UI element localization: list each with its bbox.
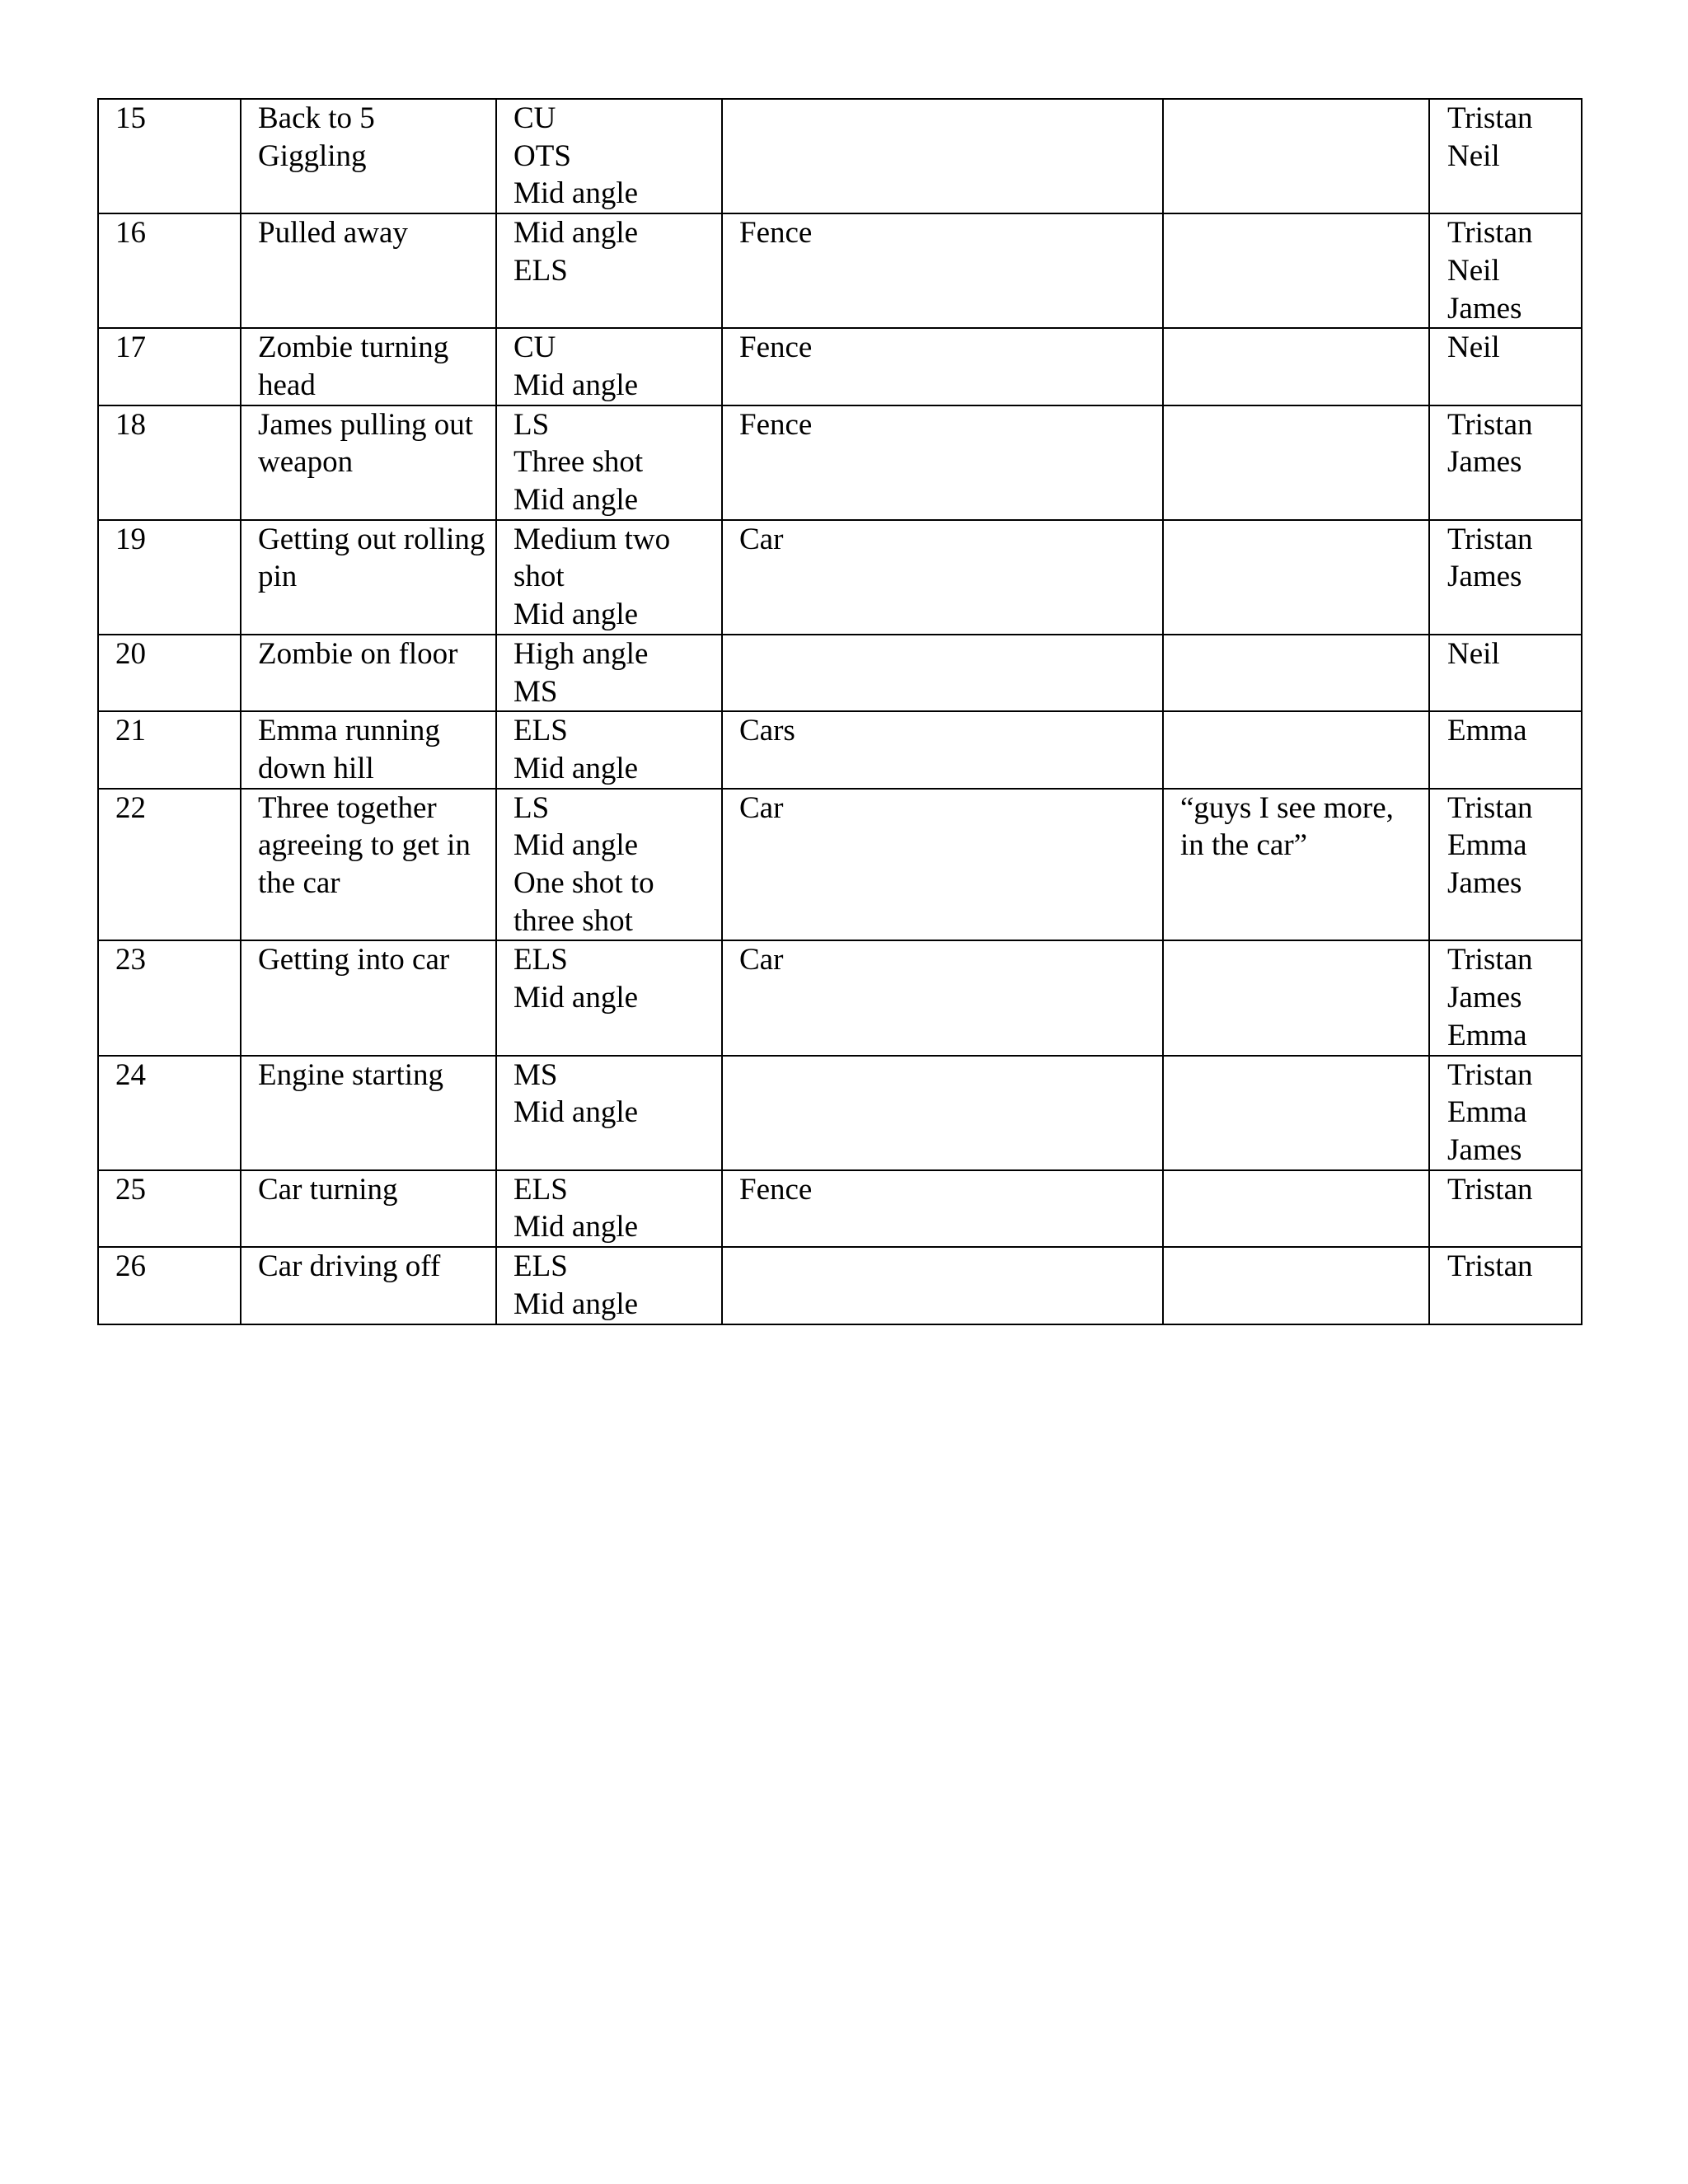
- shot-location-cell: [722, 99, 1163, 213]
- table-row: [98, 789, 1582, 941]
- shot-type-line: Mid angle: [513, 1286, 639, 1321]
- shot-dialogue-cell: [1163, 405, 1429, 520]
- shot-dialogue-cell: [1163, 213, 1429, 328]
- shot-description-cell: [241, 520, 496, 635]
- shot-number-cell: [98, 711, 241, 788]
- shot-location-line: Car: [739, 522, 784, 556]
- shot-description-line: Zombie turning: [258, 330, 449, 365]
- shot-description-line: Zombie on floor: [258, 636, 458, 671]
- shot-type-line: ELS: [513, 1249, 568, 1284]
- shot-dialogue-cell: [1163, 99, 1429, 213]
- shot-type-cell: [496, 1170, 722, 1247]
- shot-cast-cell: [1429, 711, 1582, 788]
- shot-type-line: ELS: [513, 1172, 568, 1207]
- shot-description-cell: [241, 1056, 496, 1170]
- shot-description-line: Emma running: [258, 714, 440, 748]
- shot-description-line: Engine starting: [258, 1057, 444, 1092]
- shot-description-line: head: [258, 368, 316, 402]
- shot-number-value: 17: [115, 330, 146, 365]
- shot-dialogue-line: in the car”: [1180, 828, 1308, 863]
- shot-description-line: agreeing to get in: [258, 828, 471, 863]
- shot-cast-cell: [1429, 520, 1582, 635]
- shot-dialogue-cell: [1163, 789, 1429, 941]
- shot-cast-cell: [1429, 789, 1582, 941]
- shot-number-cell: [98, 1247, 241, 1324]
- shot-description-cell: [241, 1170, 496, 1247]
- shot-cast-line: James: [1447, 560, 1522, 594]
- shot-type-cell: [496, 940, 722, 1055]
- shot-cast-line: Neil: [1447, 138, 1500, 173]
- table-row: [98, 1056, 1582, 1170]
- shot-type-line: LS: [513, 407, 550, 442]
- table-row: [98, 940, 1582, 1055]
- shot-location-line: Fence: [739, 407, 813, 442]
- shot-number-cell: [98, 99, 241, 213]
- shot-type-line: Three shot: [513, 445, 644, 480]
- shot-number-value: 18: [115, 407, 146, 442]
- shot-type-line: ELS: [513, 714, 568, 748]
- shot-dialogue-cell: [1163, 1170, 1429, 1247]
- shot-cast-line: Tristan: [1447, 522, 1533, 556]
- shot-cast-line: Emma: [1447, 1018, 1527, 1052]
- shot-description-line: Getting into car: [258, 943, 450, 977]
- shot-cast-cell: [1429, 635, 1582, 711]
- shot-cast-line: Emma: [1447, 1095, 1527, 1130]
- shot-location-line: Fence: [739, 1172, 813, 1207]
- shot-location-cell: [722, 405, 1163, 520]
- shot-number-value: 23: [115, 943, 146, 977]
- shot-number-value: 16: [115, 216, 146, 251]
- shot-dialogue-cell: [1163, 520, 1429, 635]
- shot-list-table: [97, 98, 1582, 1325]
- shot-number-cell: [98, 328, 241, 405]
- shot-number-value: 25: [115, 1172, 146, 1207]
- shot-location-cell: [722, 940, 1163, 1055]
- shot-cast-line: Neil: [1447, 636, 1500, 671]
- shot-number-cell: [98, 789, 241, 941]
- shot-type-line: three shot: [513, 903, 633, 938]
- shot-type-line: MS: [513, 1057, 558, 1092]
- shot-type-line: ELS: [513, 943, 568, 977]
- shot-number-cell: [98, 1170, 241, 1247]
- shot-type-line: Medium two: [513, 522, 671, 556]
- shot-dialogue-cell: [1163, 940, 1429, 1055]
- shot-description-line: weapon: [258, 445, 354, 480]
- shot-type-line: Mid angle: [513, 1095, 639, 1130]
- shot-description-line: Back to 5: [258, 101, 375, 135]
- shot-location-cell: [722, 1056, 1163, 1170]
- shot-cast-line: James: [1447, 445, 1522, 480]
- shot-number-cell: [98, 940, 241, 1055]
- shot-location-cell: [722, 328, 1163, 405]
- shot-location-line: Fence: [739, 330, 813, 365]
- shot-location-line: Fence: [739, 216, 813, 251]
- shot-location-line: Cars: [739, 714, 795, 748]
- shot-list-body: [98, 99, 1582, 1324]
- shot-cast-cell: [1429, 213, 1582, 328]
- shot-type-line: MS: [513, 674, 558, 709]
- shot-type-cell: [496, 711, 722, 788]
- shot-type-line: High angle: [513, 636, 649, 671]
- table-row: [98, 99, 1582, 213]
- shot-type-cell: [496, 1056, 722, 1170]
- shot-description-cell: [241, 635, 496, 711]
- shot-type-line: Mid angle: [513, 1210, 639, 1244]
- shot-cast-cell: [1429, 940, 1582, 1055]
- shot-cast-line: James: [1447, 866, 1522, 901]
- shot-type-line: Mid angle: [513, 216, 639, 251]
- shot-type-line: ELS: [513, 253, 568, 288]
- table-row: [98, 1247, 1582, 1324]
- shot-type-cell: [496, 99, 722, 213]
- shot-cast-line: Tristan: [1447, 790, 1533, 825]
- shot-location-cell: [722, 635, 1163, 711]
- shot-cast-line: Emma: [1447, 714, 1527, 748]
- shot-type-line: Mid angle: [513, 828, 639, 863]
- shot-location-cell: [722, 1170, 1163, 1247]
- shot-location-cell: [722, 213, 1163, 328]
- shot-type-cell: [496, 213, 722, 328]
- shot-cast-line: James: [1447, 981, 1522, 1015]
- table-row: [98, 711, 1582, 788]
- shot-description-cell: [241, 213, 496, 328]
- shot-number-value: 26: [115, 1249, 146, 1284]
- shot-dialogue-cell: [1163, 711, 1429, 788]
- shot-location-cell: [722, 789, 1163, 941]
- shot-type-line: Mid angle: [513, 368, 639, 402]
- shot-description-cell: [241, 99, 496, 213]
- shot-number-cell: [98, 1056, 241, 1170]
- shot-cast-line: Tristan: [1447, 101, 1533, 135]
- shot-number-cell: [98, 635, 241, 711]
- table-row: [98, 328, 1582, 405]
- shot-cast-line: Tristan: [1447, 407, 1533, 442]
- table-row: [98, 1170, 1582, 1247]
- shot-description-line: down hill: [258, 751, 374, 785]
- shot-type-line: CU: [513, 101, 556, 135]
- shot-description-line: Getting out rolling: [258, 522, 485, 556]
- table-row: [98, 405, 1582, 520]
- shot-type-cell: [496, 635, 722, 711]
- shot-location-cell: [722, 711, 1163, 788]
- shot-number-value: 19: [115, 522, 146, 556]
- shot-cast-line: Tristan: [1447, 216, 1533, 251]
- shot-description-cell: [241, 1247, 496, 1324]
- shot-type-line: Mid angle: [513, 751, 639, 785]
- shot-dialogue-line: “guys I see more,: [1180, 790, 1394, 825]
- table-row: [98, 635, 1582, 711]
- shot-cast-cell: [1429, 328, 1582, 405]
- shot-type-cell: [496, 520, 722, 635]
- shot-type-cell: [496, 328, 722, 405]
- table-row: [98, 213, 1582, 328]
- shot-description-line: Giggling: [258, 138, 367, 173]
- shot-cast-cell: [1429, 1247, 1582, 1324]
- shot-number-value: 22: [115, 790, 146, 825]
- shot-type-line: OTS: [513, 138, 571, 173]
- shot-description-line: Car turning: [258, 1172, 398, 1207]
- shot-cast-cell: [1429, 1170, 1582, 1247]
- shot-number-cell: [98, 213, 241, 328]
- shot-location-line: Car: [739, 943, 784, 977]
- shot-location-cell: [722, 1247, 1163, 1324]
- shot-type-line: Mid angle: [513, 176, 639, 211]
- shot-cast-cell: [1429, 405, 1582, 520]
- shot-cast-line: Tristan: [1447, 943, 1533, 977]
- shot-type-line: CU: [513, 330, 556, 365]
- shot-description-line: pin: [258, 560, 298, 594]
- shot-description-cell: [241, 711, 496, 788]
- shot-description-line: Three together: [258, 790, 437, 825]
- shot-dialogue-cell: [1163, 328, 1429, 405]
- shot-number-cell: [98, 405, 241, 520]
- shot-description-cell: [241, 405, 496, 520]
- shot-cast-line: Tristan: [1447, 1249, 1533, 1284]
- shot-type-line: Mid angle: [513, 981, 639, 1015]
- shot-cast-cell: [1429, 99, 1582, 213]
- shot-description-line: the car: [258, 866, 340, 901]
- shot-number-cell: [98, 520, 241, 635]
- shot-location-cell: [722, 520, 1163, 635]
- shot-description-cell: [241, 940, 496, 1055]
- shot-cast-line: Tristan: [1447, 1172, 1533, 1207]
- shot-type-cell: [496, 789, 722, 941]
- shot-description-line: James pulling out: [258, 407, 474, 442]
- shot-location-line: Car: [739, 790, 784, 825]
- shot-description-line: Car driving off: [258, 1249, 441, 1284]
- shot-cast-line: James: [1447, 291, 1522, 326]
- shot-number-value: 24: [115, 1057, 146, 1092]
- shot-number-value: 15: [115, 101, 146, 135]
- shot-type-line: Mid angle: [513, 483, 639, 518]
- shot-dialogue-cell: [1163, 1056, 1429, 1170]
- shot-cast-cell: [1429, 1056, 1582, 1170]
- shot-type-line: LS: [513, 790, 550, 825]
- table-row: [98, 520, 1582, 635]
- shot-description-cell: [241, 328, 496, 405]
- shot-type-line: Mid angle: [513, 598, 639, 632]
- shot-description-cell: [241, 789, 496, 941]
- shot-number-value: 21: [115, 714, 146, 748]
- shot-description-line: Pulled away: [258, 216, 408, 251]
- shot-dialogue-cell: [1163, 1247, 1429, 1324]
- shot-cast-line: Emma: [1447, 828, 1527, 863]
- shot-type-cell: [496, 1247, 722, 1324]
- shot-type-line: shot: [513, 560, 565, 594]
- shot-type-cell: [496, 405, 722, 520]
- shot-cast-line: James: [1447, 1132, 1522, 1167]
- shot-cast-line: Neil: [1447, 253, 1500, 288]
- shot-cast-line: Neil: [1447, 330, 1500, 365]
- shot-dialogue-cell: [1163, 635, 1429, 711]
- shot-number-value: 20: [115, 636, 146, 671]
- shot-type-line: One shot to: [513, 866, 654, 901]
- shot-cast-line: Tristan: [1447, 1057, 1533, 1092]
